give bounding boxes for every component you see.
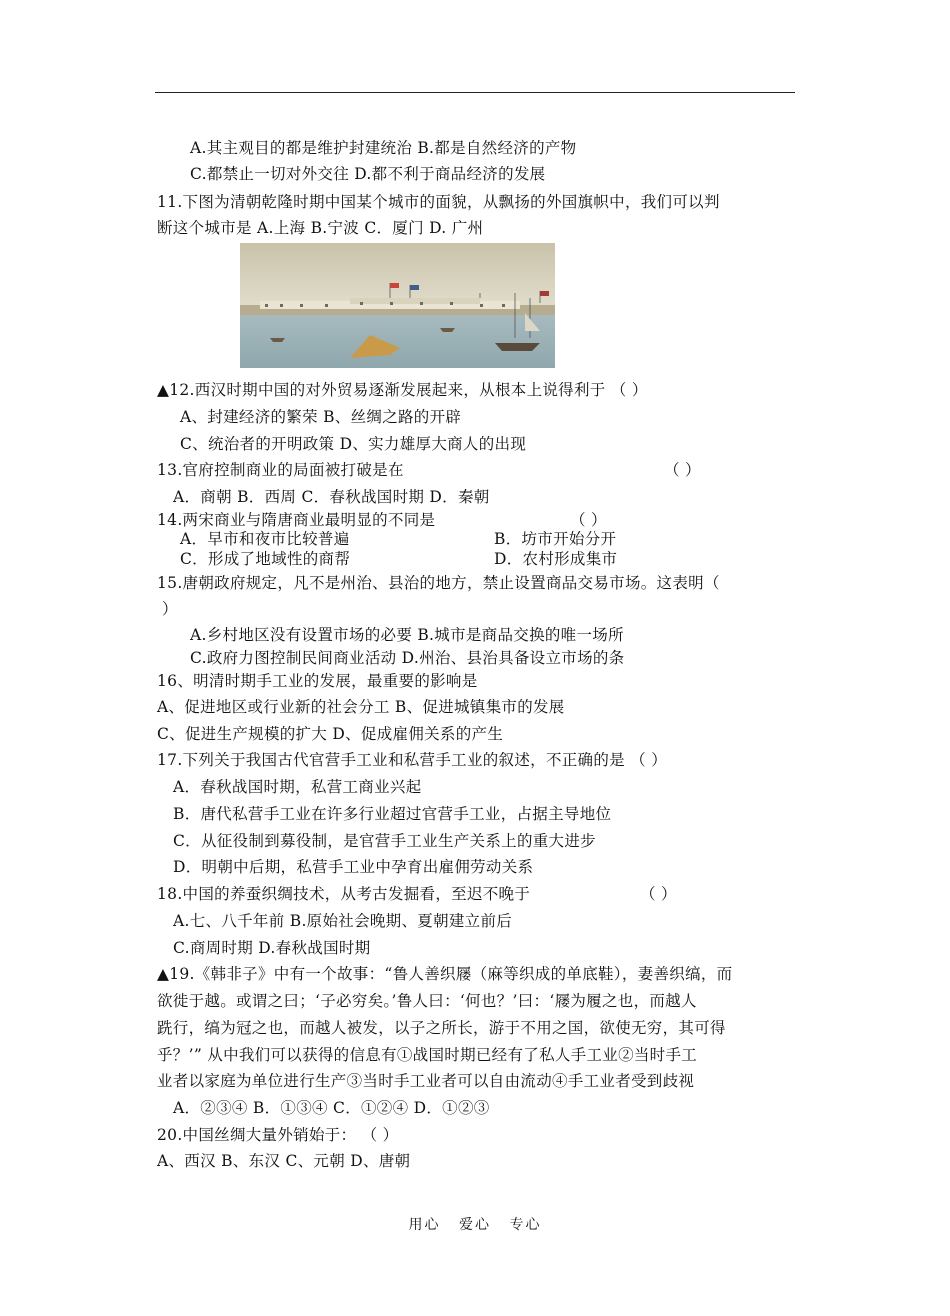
q14-option-c: C．形成了地域性的商帮 <box>180 550 351 568</box>
header-rule <box>155 92 795 93</box>
q17-stem: 17.下列关于我国古代官营手工业和私营手工业的叙述，不正确的是 （ ） <box>157 751 668 769</box>
q18-stem: 18.中国的养蚕织绸技术，从考古发掘看，至迟不晚于 <box>157 885 531 903</box>
q16-options-cd: C、促进生产规模的扩大 D、促成雇佣关系的产生 <box>157 725 504 743</box>
q12-options-ab: A、封建经济的繁荣 B、丝绸之路的开辟 <box>180 408 462 426</box>
page-footer <box>0 1214 950 1234</box>
q19-text-2: 欲徙于越。或谓之曰；‘子必穷矣。’鲁人曰：‘何也？’曰：‘屦为履之也，而越人 <box>157 992 697 1010</box>
q14-paren: （ ） <box>570 511 607 529</box>
q11-stem: 11.下图为清朝乾隆时期中国某个城市的面貌，从飘扬的外国旗帜中，我们可以判 <box>157 193 720 211</box>
q17-option-b: B．唐代私营手工业在许多行业超过官营手工业，占据主导地位 <box>173 805 612 823</box>
q18-options-cd: C.商周时期 D.春秋战国时期 <box>173 939 371 957</box>
q20-options: A、西汉 B、东汉 C、元朝 D、唐朝 <box>157 1152 411 1170</box>
q14-option-d: D．农村形成集市 <box>494 550 618 568</box>
q15-stem: 15.唐朝政府规定，凡不是州治、县治的地方，禁止设置商品交易市场。这表明（ <box>157 574 720 592</box>
q19-text-4: 乎？’” 从中我们可以获得的信息有①战国时期已经有了私人手工业②当时手工 <box>157 1046 698 1064</box>
q16-stem: 16、明清时期手工业的发展，最重要的影响是 <box>157 672 478 690</box>
q14-option-a: A．早市和夜市比较普遍 <box>180 530 350 548</box>
footer-word-3: 专心 <box>509 1217 542 1233</box>
q11-stem-cont: 断这个城市是 A.上海 B.宁波 C．厦门 D. 广州 <box>157 219 484 237</box>
q15-paren: ） <box>162 600 178 618</box>
q17-option-d: D．明朝中后期，私营手工业中孕育出雇佣劳动关系 <box>173 858 534 876</box>
q19-text-5: 业者以家庭为单位进行生产③当时手工业者可以自由流动④手工业者受到歧视 <box>157 1072 695 1090</box>
q19-options: A．②③④ B．①③④ C．①②④ D．①②③ <box>173 1099 490 1117</box>
q17-option-c: C．从征役制到募役制，是官营手工业生产关系上的重大进步 <box>173 832 596 850</box>
q13-paren: （ ） <box>664 461 701 479</box>
q13-stem: 13.官府控制商业的局面被打破是在 <box>157 461 404 479</box>
q14-option-b: B．坊市开始分开 <box>494 530 617 548</box>
q15-options-cd: C.政府力图控制民间商业活动 D.州治、县治具备设立市场的条 <box>190 649 625 667</box>
footer-word-1: 用心 <box>408 1217 441 1233</box>
qing-port-painting <box>240 243 555 368</box>
q14-stem: 14.两宋商业与隋唐商业最明显的不同是 <box>157 511 436 529</box>
q18-options-ab: A.七、八千年前 B.原始社会晚期、夏朝建立前后 <box>173 912 513 930</box>
q12-stem: ▲12.西汉时期中国的对外贸易逐渐发展起来，从根本上说得利于 （ ） <box>157 381 648 399</box>
q19-text-1: ▲19.《韩非子》中有一个故事：“鲁人善织屦（麻等织成的单底鞋），妻善织缟，而 <box>157 965 733 983</box>
q17-option-a: A．春秋战国时期，私营工商业兴起 <box>173 778 422 796</box>
q20-stem: 20.中国丝绸大量外销始于： （ ） <box>157 1126 399 1144</box>
q16-options-ab: A、促进地区或行业新的社会分工 B、促进城镇集市的发展 <box>157 698 565 716</box>
q19-text-3: 跣行，缟为冠之也，而越人被发，以子之所长，游于不用之国，欲使无穷，其可得 <box>157 1019 726 1037</box>
q10-options-cd: C.都禁止一切对外交往 D.都不利于商品经济的发展 <box>190 165 546 183</box>
q10-options-ab: A.其主观目的都是维护封建统治 B.都是自然经济的产物 <box>190 139 577 157</box>
q15-options-ab: A.乡村地区没有设置市场的必要 B.城市是商品交换的唯一场所 <box>190 626 624 644</box>
q18-paren: （ ） <box>640 885 677 903</box>
q13-options: A．商朝 B．西周 C．春秋战国时期 D．秦朝 <box>173 488 490 506</box>
q12-options-cd: C、统治者的开明政策 D、实力雄厚大商人的出现 <box>180 435 527 453</box>
footer-word-2: 爱心 <box>459 1217 491 1233</box>
